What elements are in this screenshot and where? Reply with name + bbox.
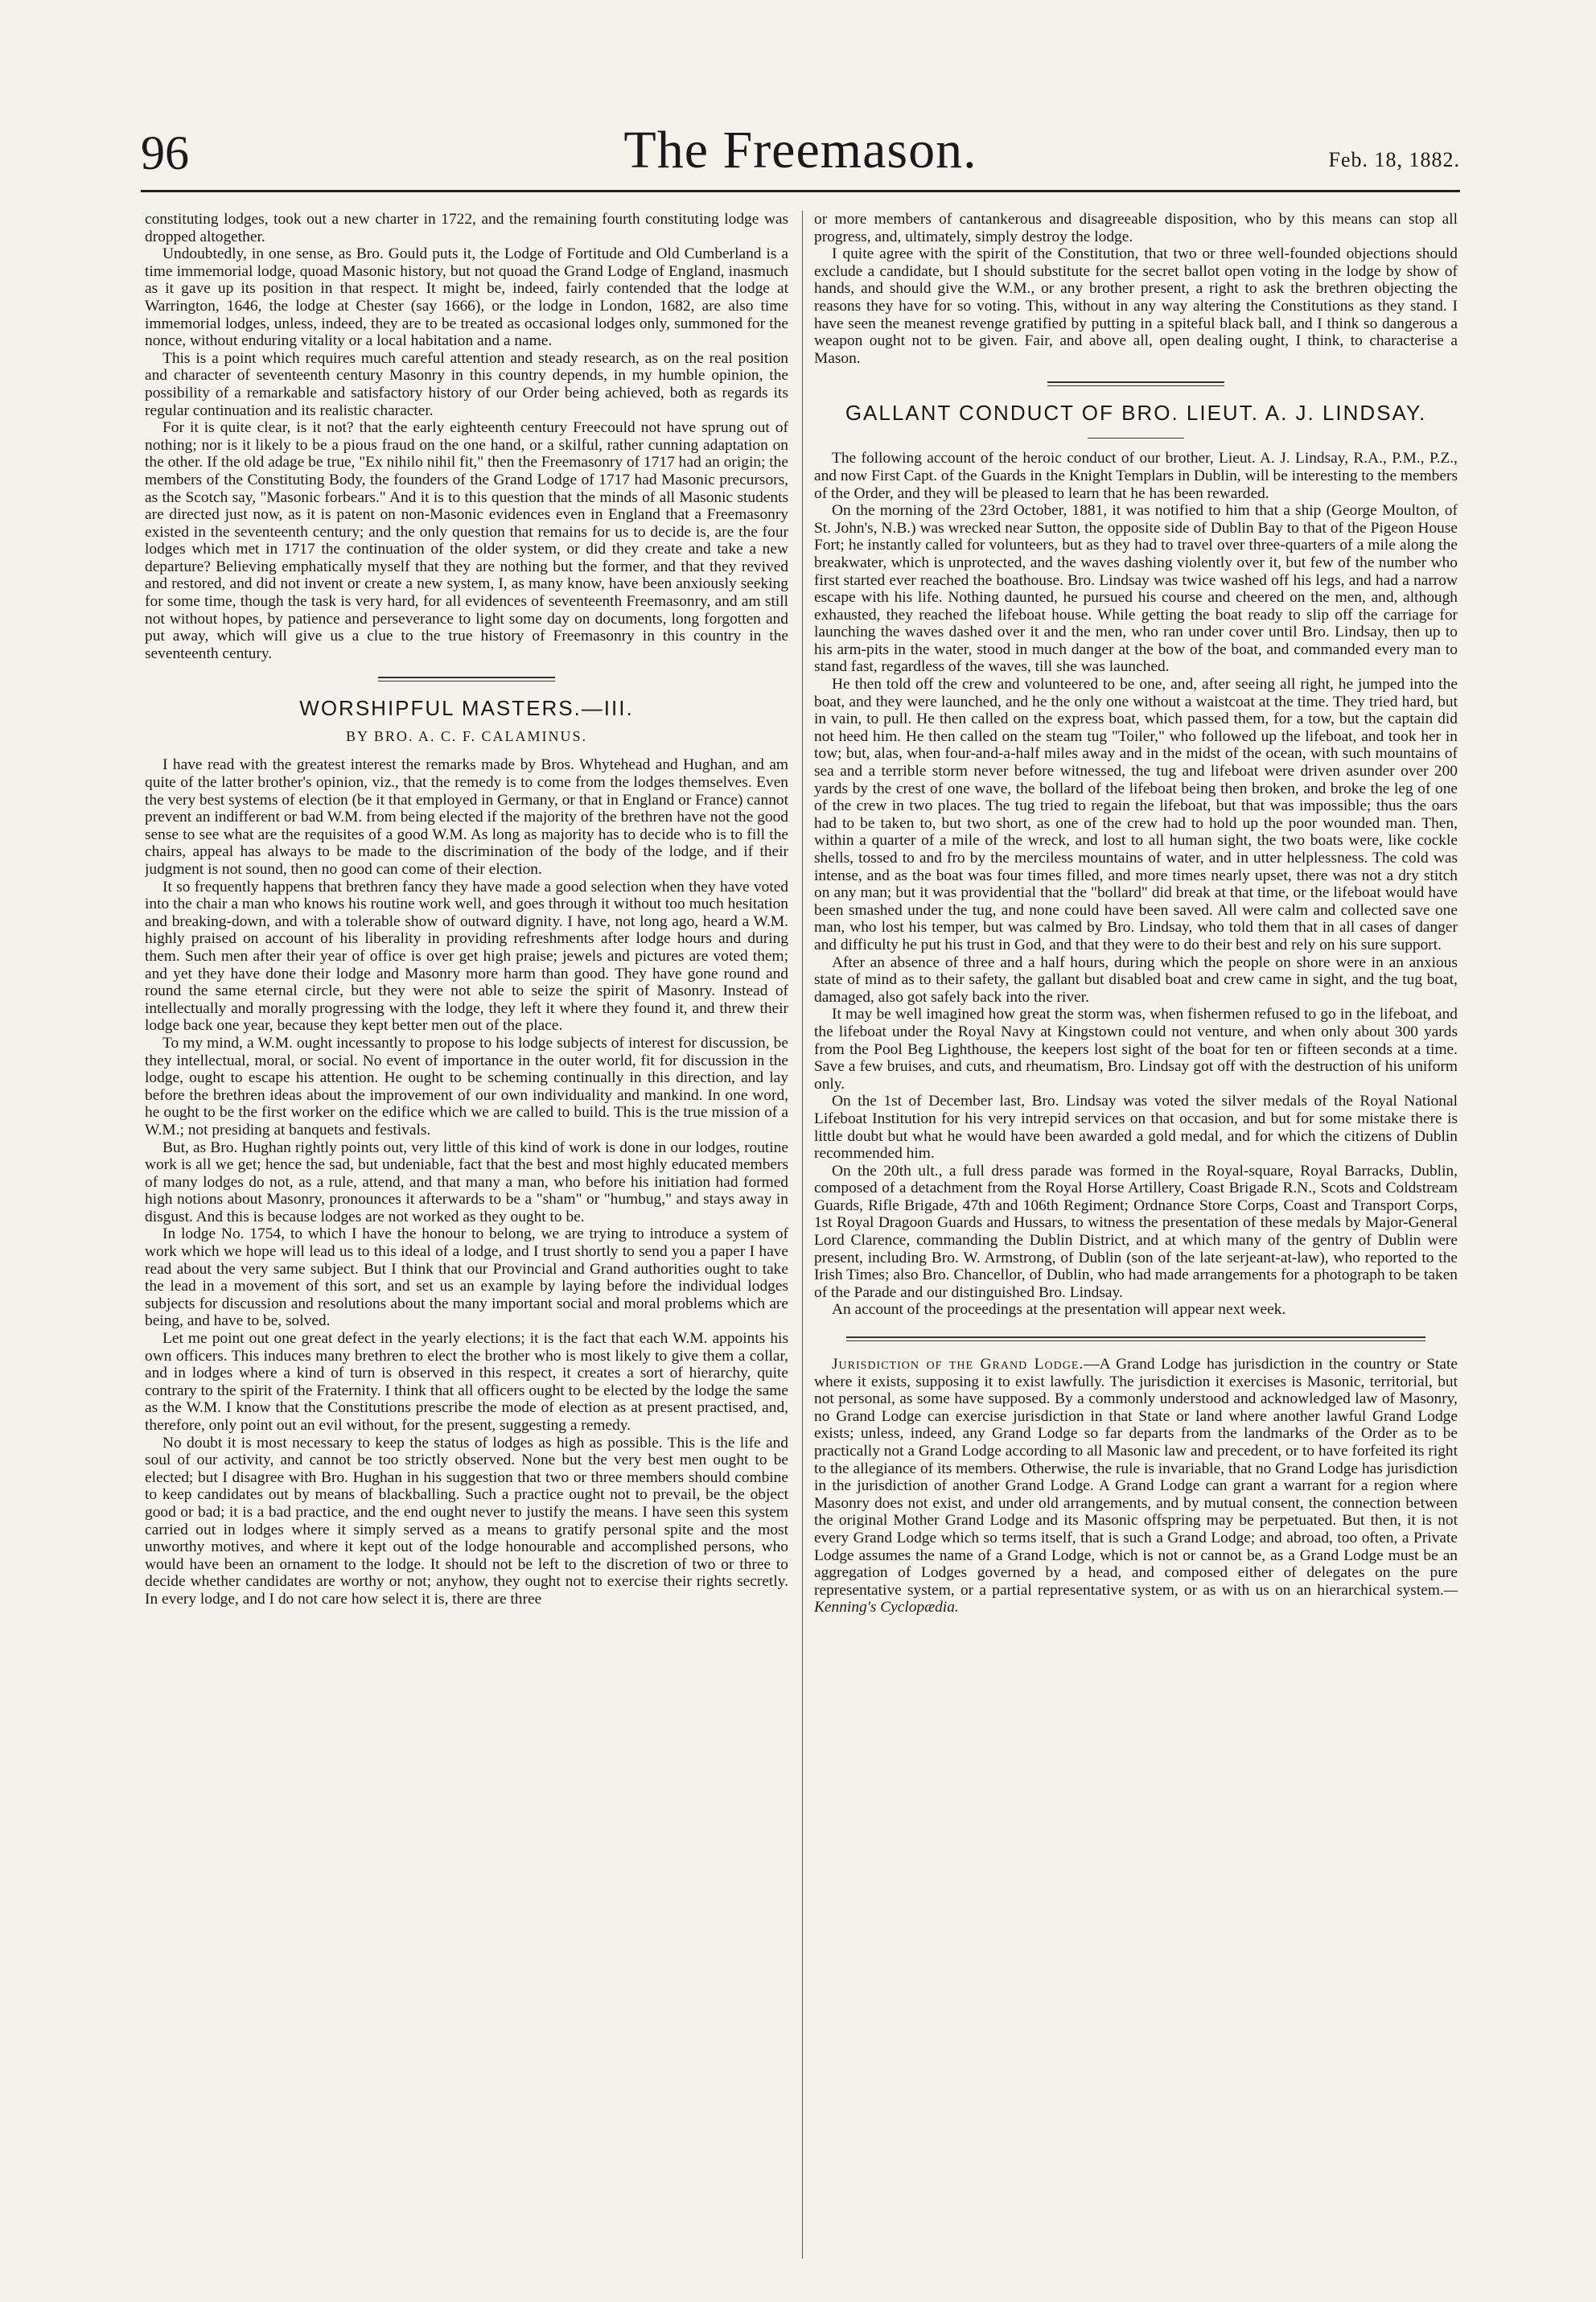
section-divider bbox=[1047, 381, 1224, 386]
article-byline: BY BRO. A. C. F. CALAMINUS. bbox=[346, 728, 587, 745]
article-paragraph: No doubt it is most necessary to keep the status of lodges as high as possible. This is the life and soul of our activity, and cannot be too strictly observed. None but the very best men ought to be elected; but I disagree with Bro. Hughan in his suggestion that two or three members should combine to keep candidates out by means of blackballing. Such a practice ought not to prevail, be the object good or bad; it is a bad practice, and the end ought never to justify the means. I have seen this system carried out in lodges where it simply served as a means to gratify personal spite and the most unworthy motives, and where it kept out of the lodge honourable and accomplished persons, who would have been an ornament to the lodge. It should not be left to the discretion of two or three to decide whether candidates are worthy or not; anyhow, they ought not to exercise their rights secretly. In every lodge, and I do not care how select it is, there are three bbox=[145, 1434, 788, 1608]
section-divider bbox=[378, 677, 555, 682]
article-paragraph: On the 20th ult., a full dress parade was formed in the Royal-square, Royal Barracks, Dublin, composed of a detachment from the Royal Horse Artillery, Coast Brigade R.N., Scots and Coldstream Guards, Rifle Brigade, 47th and 106th Regiment; Ordnance Store Corps, Coast and Transport Corps, 1st Royal Dragoon Guards and Hussars, to witness the presentation of these medals by Major-General Lord Clarence, commanding the Dublin District, and at which many of the gentry of Dublin were present, including Bro. W. Armstrong, of Dublin (son of the late serjeant-at-law), who reported to the Irish Times; also Bro. Chancellor, of Dublin, who had made arrangements for a photograph to be taken of the Parade and our distinguished Bro. Lindsay. bbox=[814, 1162, 1458, 1301]
article-paragraph: It so frequently happens that brethren fancy they have made a good selection when they have voted into the chair a man who knows his routine work well, and goes through it without too much hesitation and breaking-down, and with a tolerable show of outward dignity. I have, not long ago, heard a W.M. highly praised on account of his liberality in providing refreshments after lodge hours and during them. Such men after their year of office is over get high praise; jewels and pictures are voted them; and yet they have done their lodge and Masonry more harm than good. They have gone round and round the same eternal circle, but they were not able to seize the spirit of Masonry. Instead of intellectually and morally progressing with the lodge, they left it where they found it, and threw their lodge back one year, because they kept better men out of the place. bbox=[145, 878, 788, 1035]
article-paragraph: Let me point out one great defect in the yearly elections; it is the fact that each W.M. appoints his own officers. This induces many brethren to elect the brother who is most likely to give them a collar, and in lodges where a kind of turn is observed in this respect, it creates a sort of hierarchy, quite contrary to the spirit of the Fraternity. I think that all officers ought to be elected by the lodge the same as the W.M. I know that the Constitutions prescribe the mode of election as at present practised, and, therefore, only point out an evil without, for the present, suggesting a remedy. bbox=[145, 1330, 788, 1434]
masthead-rule bbox=[141, 190, 1460, 192]
article-heading-worshipful-masters: WORSHIPFUL MASTERS.—III. bbox=[299, 696, 634, 721]
article-paragraph: He then told off the crew and volunteered to be one, and, after seeing all right, he jumped into the boat, and they were launched, and he the only one without a waistcoat at the time. They tried hard, but in vain, to pull. He then called on the express boat, which passed them, for a tow, but the captain did not heed him. He then called on the steam tug "Toiler," who followed up the lifeboat, and took her in tow; but, alas, when four-and-a-half miles away and in the midst of the ocean, with such mountains of sea and a terrible storm never before witnessed, the tug and lifeboat were driven asunder over 200 yards by the crest of one wave, the bollard of the lifeboat being then broken, and broke the leg of one of the crew in two places. The tug tried to regain the lifeboat, but that was impossible; thus the oars had to be taken to, but two short, as one of the crew had to hold up the poor wounded man. Then, within a quarter of a mile of the wreck, and lost to all human sight, the two boats were, like cockle shells, tossed to and fro by the merciless mountains of water, and in utter helplessness. The cold was intense, and as the boat was four times filled, and more times nearly upset, there was not a dry stitch on any man; but it was providential that the "bollard" did break at that time, or the lifeboat would have been smashed under the tug, and none could have been saved. All were calm and collected save one man, who lost his temper, but was calmed by Bro. Lindsay, who told them that in all cases of danger and difficulty he put his trust in God, and that they were to do their best and rely on his sure support. bbox=[814, 676, 1458, 953]
jurisdiction-source: —Kenning's Cyclopædia. bbox=[814, 1581, 1458, 1616]
page-number: 96 bbox=[141, 126, 189, 179]
jurisdiction-lead: Jurisdiction of the Grand Lodge. bbox=[832, 1356, 1084, 1373]
issue-date: Feb. 18, 1882. bbox=[1328, 148, 1460, 171]
article-paragraph: or more members of cantankerous and disagreeable disposition, who by this means can stop all progress, and, ultimately, simply destroy the lodge. bbox=[814, 211, 1458, 245]
section-divider bbox=[846, 1336, 1425, 1341]
article-paragraph: To my mind, a W.M. ought incessantly to propose to his lodge subjects of interest for discussion, be they intellectual, moral, or social. No event of importance in the outer world, fit for discussion in the lodge, ought to escape his attention. He ought to be scheming continually in this direction, and lay before the brethren ideas about the improvement of our own individuality and mankind. In one word, he ought to be the first worker on the edifice which we are called to build. This is the true mission of a W.M.; not presiding at banquets and festivals. bbox=[145, 1034, 788, 1139]
article-paragraph: This is a point which requires much careful attention and steady research, as on the real position and character of seventeenth century Masonry in this country depends, in my humble opinion, the possibility of a remarkable and satisfactory history of our Order being achieved, both as regards its regular continuation and its realistic character. bbox=[145, 349, 788, 419]
article-paragraph: I quite agree with the spirit of the Constitution, that two or three well-founded objections should exclude a candidate, but I should substitute for the secret ballot open voting in the lodge by show of hands, and should give the W.M., or any brother present, a right to ask the brethren objecting the reasons they have for so voting. This, without in any way altering the Constitutions as they stand. I have seen the meanest revenge gratified by putting in a spiteful black ball, and I think so dangerous a weapon ought not to be given. Fair, and above all, open dealing ought, I think, to characterise a Mason. bbox=[814, 245, 1458, 367]
article-paragraph: An account of the proceedings at the presentation will appear next week. bbox=[832, 1301, 1286, 1319]
article-paragraph: On the 1st of December last, Bro. Lindsay was voted the silver medals of the Royal National Lifeboat Institution for his very intrepid services on that occasion, and but for some mistake there is little doubt but what he would have been awarded a gold medal, and for which the citizens of Dublin recommended him. bbox=[814, 1093, 1458, 1163]
jurisdiction-paragraph bbox=[814, 1356, 1458, 1616]
right-column bbox=[814, 211, 1458, 2259]
article-paragraph: I have read with the greatest interest the remarks made by Bros. Whytehead and Hughan, and am quite of the latter brother's opinion, viz., that the remedy is to come from the lodges themselves. Even the very best systems of election (be it that employed in Germany, or that in England or France) cannot prevent an indifferent or bad W.M. from being elected if the majority of the brethren have not the good sense to see what are the requisites of a good W.M. As long as majority has to decide who is to fill the chairs, appeal has always to be made to the discrimination of the body of the lodge, and if their judgment is not sound, then no good can come of their election. bbox=[145, 756, 788, 878]
heading-rule bbox=[1088, 438, 1184, 439]
left-column bbox=[145, 211, 788, 2259]
article-paragraph: In lodge No. 1754, to which I have the honour to belong, we are trying to introduce a system of work which we hope will lead us to this ideal of a lodge, and I trust shortly to send you a paper I have read about the very same subject. But I think that our Provincial and Grand authorities ought to take the lead in a movement of this sort, and set us an example by laying before the individual lodges subjects for discussion and resolutions about the many important social and moral problems which are being, and have to be, solved. bbox=[145, 1225, 788, 1330]
article-paragraph: But, as Bro. Hughan rightly points out, very little of this kind of work is done in our lodges, routine work is all we get; hence the sad, but undeniable, fact that the best and most highly educated members of many lodges do not, as a rule, attend, and that many a man, who before his initiation had formed high notions about Masonry, pronounces it afterwards to be a "sham" or "humbug," and stays away in disgust. And this is because lodges are not worked as they ought to be. bbox=[145, 1139, 788, 1225]
jurisdiction-text: —A Grand Lodge has jurisdiction in the country or State where it exists, supposing it to exist lawfully. The jurisdiction it exercises is Masonic, territorial, but not personal, as some have supposed. By a commonly understood and acknowledged law of Masonry, no Grand Lodge can exercise jurisdiction in that State or land where another lawful Grand Lodge exists; unless, indeed, any Grand Lodge so far departs from the landmarks of the Order as to be practically not a Grand Lodge according to all Masonic law and precedent, or to have forfeited its right to the allegiance of its members. Otherwise, the rule is invariable, that no Grand Lodge has jurisdiction in the jurisdiction of another Grand Lodge. A Grand Lodge can grant a warrant for a region where Masonry does not exist, and under old arrangements, and by mutual consent, the connection between the original Mother Grand Lodge and its Masonic offspring may be perpetuated. But then, it is not every Grand Lodge which so terms itself, that is such a Grand Lodge; and abroad, too often, a Private Lodge assumes the name of a Grand Lodge, which is not or cannot be, as a Grand Lodge must be an aggregation of Lodges governed by a head, and composed either of delegates on the pure representative system, or a partial representative system, or as with us on an hierarchical system. bbox=[814, 1356, 1458, 1599]
article-heading-gallant-conduct: GALLANT CONDUCT OF BRO. LIEUT. A. J. LINDSAY. bbox=[845, 401, 1427, 426]
masthead bbox=[141, 121, 1460, 193]
article-paragraph: It may be well imagined how great the storm was, when fishermen refused to go in the lifeboat, and the lifeboat under the Royal Navy at Kingstown could not venture, and when only about 300 yards from the Pool Beg Lighthouse, the keepers lost sight of the boat for ten or fifteen seconds at a time. Save a few bruises, and cuts, and rheumatism, Bro. Lindsay got off with the destruction of his uniform only. bbox=[814, 1006, 1458, 1093]
article-paragraph: After an absence of three and a half hours, during which the people on shore were in an anxious state of mind as to their safety, the gallant but disabled boat and crew came in sight, and the tug boat, damaged, also got safely back into the river. bbox=[814, 953, 1458, 1006]
newspaper-title: The Freemason. bbox=[623, 121, 977, 179]
article-paragraph: On the morning of the 23rd October, 1881, it was notified to him that a ship (George Moulton, of St. John's, N.B.) was wrecked near Sutton, the opposite side of Dublin Bay to that of the Pigeon House Fort; he instantly called for volunteers, but as they had to travel over three-quarters of a mile along the breakwater, which is unprotected, and the waves dashing violently over it, but few of the number who first started ever reached the boathouse. Bro. Lindsay was twice washed off his legs, and had a narrow escape with his life. Nothing daunted, he pursued his course and cheered on the men, and, although exhausted, they reached the lifeboat house. While getting the boat ready to slip off the carriage for launching the waves dashed over it and the men, who ran under cover until Bro. Lindsay, then up to his arm-pits in the water, stood in much danger at the bow of the boat, and commanded every man to stand fast, regardless of the waves, till she was launched. bbox=[814, 502, 1458, 676]
column-divider bbox=[802, 211, 803, 2259]
article-paragraph: constituting lodges, took out a new charter in 1722, and the remaining fourth constituting lodge was dropped altogether. bbox=[145, 211, 788, 245]
article-paragraph: The following account of the heroic conduct of our brother, Lieut. A. J. Lindsay, R.A., P.M., P.Z., and now First Capt. of the Guards in the Knight Templars in Dublin, will be interesting to the members of the Order, and they will be pleased to learn that he has been rewarded. bbox=[814, 450, 1458, 502]
article-paragraph: For it is quite clear, is it not? that the early eighteenth century Freecould not have sprung out of nothing; nor is it likely to be a pious fraud on the one hand, or a skilful, rather cunning adaptation on the other. If the old adage be true, "Ex nihilo nihil fit," then the Freemasonry of 1717 had an origin; the members of the Constituting Body, the founders of the Grand Lodge of 1717 had Masonic precursors, as the Scotch say, "Masonic forbears." And it is to this question that the minds of all Masonic students are directed just now, as it is patent on non-Masonic evidences even in England that a Freemasonry existed in the seventeenth century; and the only question that remains for us to decide is, are the four lodges which met in 1717 the continuation of the older system, or did they create and take a new departure? Believing emphatically myself that they are nothing but the former, and that they revived and restored, and did not invent or create a new system, I, as many know, have been anxiously seeking for some time, though the task is very hard, for all evidences of seventeenth Freemasonry, and am still not without hopes, by patience and perseverance to light some day on documents, long forgotten and put away, which will give us a clue to the true history of Freemasonry in this country in the seventeenth century. bbox=[145, 419, 788, 662]
article-paragraph: Undoubtedly, in one sense, as Bro. Gould puts it, the Lodge of Fortitude and Old Cumberland is a time immemorial lodge, quoad Masonic history, but not quoad the Grand Lodge of England, inasmuch as it gave up its position in that respect. It might be, indeed, fairly contended that the lodge at Warrington, 1646, the lodge at Chester (say 1666), or the lodge in London, 1682, are also time immemorial lodges, unless, indeed, they are to be treated as occasional lodges only, summoned for the nonce, without enduring vitality or a local habitation and a name. bbox=[145, 245, 788, 350]
